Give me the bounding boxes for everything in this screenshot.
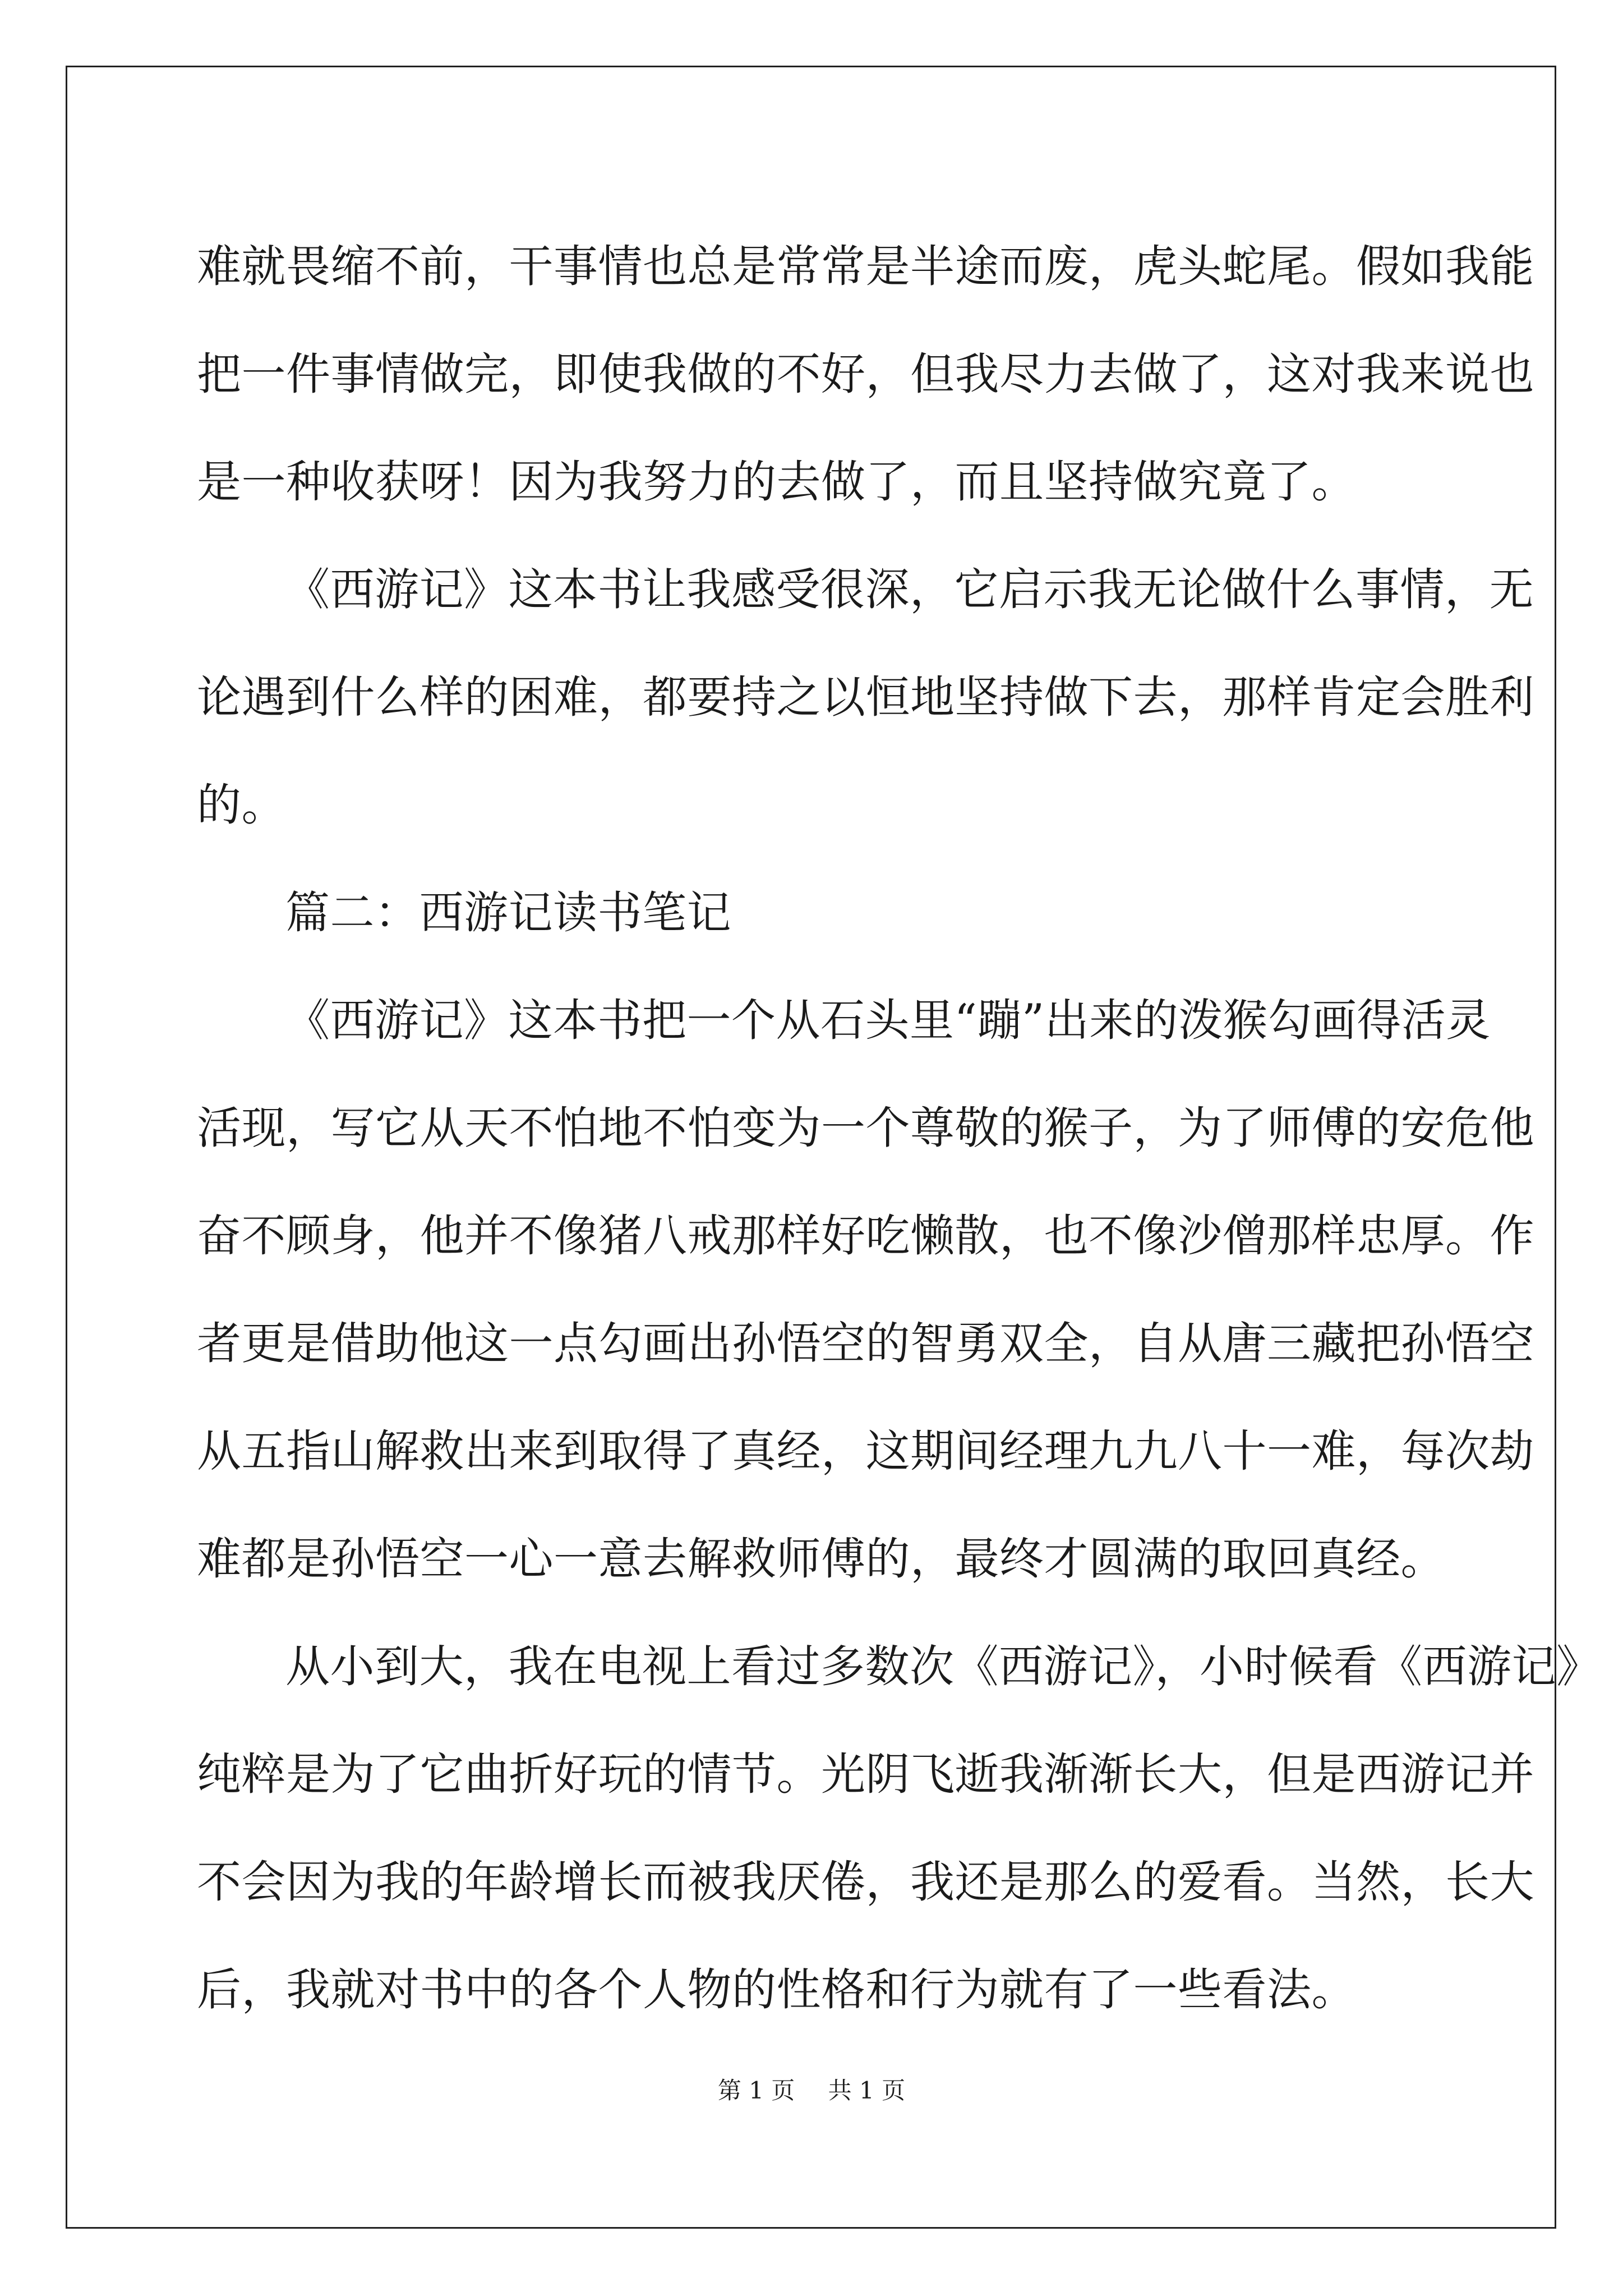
text-line: 《西游记》这本书把一个从石头里“蹦”出来的泼猴勾画得活灵: [285, 995, 1491, 1046]
text-line: 是一种收获呀！因为我努力的去做了，而且坚持做究竟了。: [197, 456, 1356, 508]
text-line: 难就畏缩不前，干事情也总是常常是半途而废，虎头蛇尾。假如我能: [197, 241, 1534, 292]
page-number: 第 1 页: [717, 2077, 795, 2104]
page-footer: [0, 2072, 1623, 2106]
text-line: 论遇到什么样的困难，都要持之以恒地坚持做下去，那样肯定会胜利: [197, 671, 1534, 723]
text-line: 《西游记》这本书让我感受很深，它启示我无论做什么事情，无: [285, 564, 1534, 615]
text-line: 奋不顾身，他并不像猪八戒那样好吃懒散，也不像沙僧那样忠厚。作: [197, 1210, 1534, 1262]
text-line: 纯粹是为了它曲折好玩的情节。光阴飞逝我渐渐长大，但是西游记并: [197, 1749, 1534, 1800]
text-line: 从小到大，我在电视上看过多数次《西游记》，小时候看《西游记》: [285, 1641, 1601, 1692]
section-heading: 篇二：西游记读书笔记: [285, 887, 731, 938]
text-line: 的。: [197, 779, 286, 831]
page-total: 共 1 页: [828, 2077, 906, 2104]
text-line: 难都是孙悟空一心一意去解救师傅的，最终才圆满的取回真经。: [197, 1533, 1445, 1585]
text-line: 后，我就对书中的各个人物的性格和行为就有了一些看法。: [197, 1964, 1356, 2016]
text-line: 者更是借助他这一点勾画出孙悟空的智勇双全，自从唐三藏把孙悟空: [197, 1318, 1534, 1369]
text-line: 活现，写它从天不怕地不怕变为一个尊敬的猴子，为了师傅的安危他: [197, 1102, 1534, 1154]
document-body: [197, 213, 1601, 2044]
text-line: 不会因为我的年龄增长而被我厌倦，我还是那么的爱看。当然，长大: [197, 1856, 1534, 1908]
text-line: 把一件事情做完，即使我做的不好，但我尽力去做了，这对我来说也: [197, 348, 1534, 400]
text-line: 从五指山解救出来到取得了真经，这期间经理九九八十一难，每次劫: [197, 1425, 1534, 1477]
